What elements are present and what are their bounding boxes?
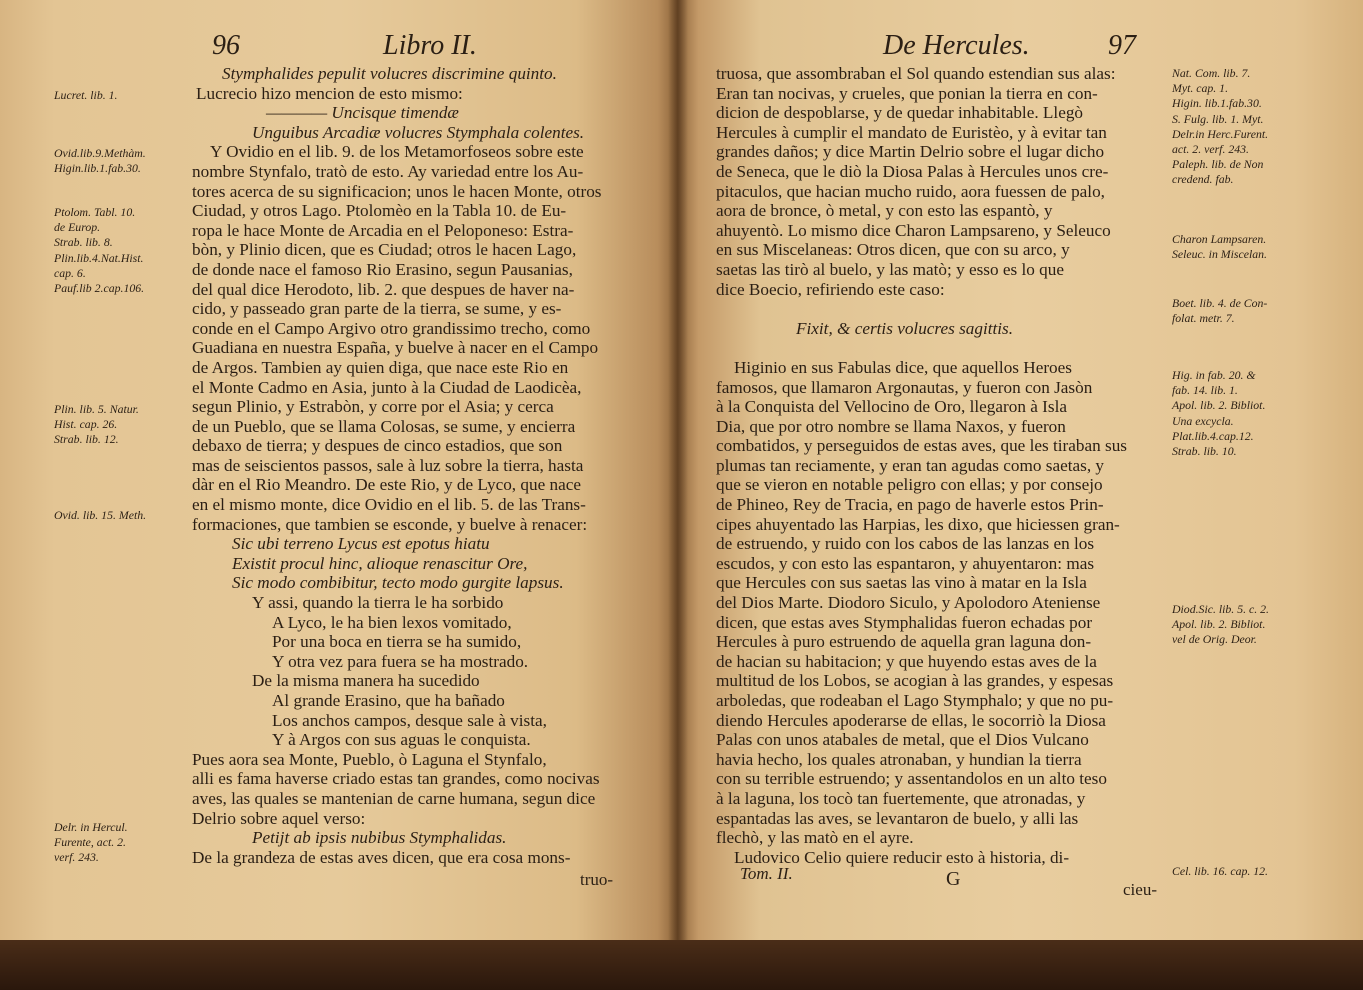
- text-line: dicen, que estas aves Stymphalidas fueron echadas por: [716, 612, 1093, 632]
- text-line: escudos, y con esto las espantaron, y ahuyentaron: mas: [716, 553, 1095, 573]
- text-line: de hacian su habitacion; y que huyendo estas aves de la: [716, 651, 1097, 671]
- margin-note-line: Diod.Sic. lib. 5. c. 2.: [1172, 602, 1269, 616]
- text-line: dicion de despoblarse, y de quedar inhabitable. Llegò: [716, 103, 1084, 123]
- margin-note-line: Higin. lib.1.fab.30.: [1172, 96, 1262, 111]
- margin-note: [54, 88, 117, 103]
- margin-note: [54, 205, 144, 296]
- margin-note-line: cap. 6.: [54, 265, 86, 280]
- margin-note-line: Ptolom. Tabl. 10.: [54, 205, 136, 219]
- margin-note-line: de Europ.: [54, 220, 101, 235]
- text-line: que se vieron en notable peligro con ellas; y por consejo: [716, 475, 1103, 495]
- margin-note-line: Ovid.lib.9.Methàm.: [54, 146, 146, 160]
- margin-note-line: Boet. lib. 4. de Con-: [1172, 296, 1268, 310]
- margin-note: [1172, 296, 1267, 326]
- text-line: de estruendo, y ruido con los cabos de las lanzas en los: [716, 534, 1095, 554]
- margin-note-line: Una excycla.: [1172, 413, 1234, 428]
- text-line: en sus Miscelaneas: Otros dicen, que con su arco, y: [716, 240, 1070, 260]
- margin-note-line: vel de Orig. Deor.: [1172, 632, 1257, 647]
- margin-note: [1172, 368, 1265, 459]
- text-line: diendo Hercules apoderarse de ellas, le socorriò la Diosa: [716, 710, 1106, 730]
- margin-note-line: Higin.lib.1.fab.30.: [54, 161, 141, 176]
- text-line: Stymphalides pepulit volucres discrimine quinto.: [222, 64, 557, 83]
- text-line: Fixit, & certis volucres sagittis.: [796, 318, 1014, 338]
- text-line: famosos, que llamaron Argonautas, y fueron con Jasòn: [716, 377, 1093, 397]
- text-line: aves, las quales se mantenian de carne humana, segun dice: [192, 788, 596, 808]
- text-line: multitud de los Lobos, se acogian à las grandes, y espesas: [716, 671, 1114, 691]
- text-line: grandes daños; y dice Martin Delrio sobre el lugar dicho: [716, 142, 1105, 162]
- text-line: conde en el Campo Argivo otro grandissimo trecho, como: [192, 318, 591, 338]
- margin-note-line: Apol. lib. 2. Bibliot.: [1172, 398, 1266, 413]
- catchword: truo-: [580, 870, 614, 889]
- text-line: dice Boecio, refiriendo este caso:: [716, 279, 945, 299]
- text-line: De la misma manera ha sucedido: [252, 671, 480, 691]
- running-head: De Hercules.: [883, 30, 1030, 61]
- margin-note: [1172, 602, 1269, 648]
- text-line: Hercules à cumplir el mandato de Euristèo, y à evitar tan: [716, 122, 1107, 142]
- right-page: [678, 0, 1363, 990]
- text-line: A Lyco, le ha bien lexos vomitado,: [272, 612, 512, 632]
- margin-note-line: Ovid. lib. 15. Meth.: [54, 508, 147, 522]
- right-text-column: [716, 64, 1166, 867]
- margin-note-line: Paleph. lib. de Non: [1172, 157, 1264, 172]
- text-line: flechò, y las matò en el ayre.: [716, 828, 914, 848]
- margin-note-line: S. Fulg. lib. 1. Myt.: [1172, 111, 1264, 126]
- margin-note: [1172, 864, 1268, 879]
- margin-note-line: verf. 243.: [54, 850, 99, 865]
- margin-note-line: Nat. Com. lib. 7.: [1172, 66, 1251, 80]
- margin-note-line: Apol. lib. 2. Bibliot.: [1172, 617, 1266, 632]
- text-line: Unguibus Arcadiæ volucres Stymphala colentes.: [252, 122, 585, 142]
- margin-note: [1172, 232, 1267, 262]
- text-line: à la laguna, los tocò tan fuertemente, que atronadas, y: [716, 788, 1086, 808]
- margin-note: [54, 146, 146, 176]
- margin-note-line: Furente, act. 2.: [54, 835, 126, 850]
- text-line: Y à Argos con sus aguas le conquista.: [272, 730, 531, 750]
- margin-note: [54, 820, 128, 866]
- text-line: Los anchos campos, desque sale à vista,: [272, 710, 547, 730]
- text-line: saetas las tirò al buelo, y las matò; y esso es lo que: [716, 259, 1064, 279]
- text-line: ahuyentò. Lo mismo dice Charon Lampsareno, y Seleuco: [716, 220, 1111, 240]
- text-line: Ludovico Celio quiere reducir esto à historia, di-: [734, 847, 1070, 867]
- text-line: ropa le hace Monte de Arcadia en el Peloponeso: Estra-: [192, 220, 574, 240]
- text-line: Higinio en sus Fabulas dice, que aquellos Heroes: [734, 357, 1072, 377]
- text-line: que Hercules con sus saetas las vino à matar en la Isla: [716, 573, 1087, 593]
- text-line: Delrio sobre aquel verso:: [192, 808, 366, 828]
- margin-note-line: folat. metr. 7.: [1172, 311, 1235, 326]
- text-line: en el mismo monte, dice Ovidio en el lib. 5. de las Trans-: [192, 495, 586, 515]
- text-line: Dia, que por otro nombre se llama Naxos, y fueron: [716, 416, 1066, 436]
- text-line: Y assi, quando la tierra le ha sorbido: [252, 593, 504, 613]
- signature-mark: G: [946, 868, 961, 890]
- text-line: de Phineo, Rey de Tracia, en pago de haverle estos Prin-: [716, 495, 1104, 515]
- page-number: 96: [212, 30, 240, 61]
- text-line: [716, 338, 1166, 358]
- text-line: segun Plinio, y Estrabòn, y corre por el Asia; y cerca: [192, 397, 554, 417]
- margin-note-line: credend. fab.: [1172, 172, 1234, 187]
- margin-note-line: fab. 14. lib. 1.: [1172, 383, 1238, 398]
- margin-note-line: Strab. lib. 12.: [54, 432, 119, 447]
- margin-note-line: Strab. lib. 8.: [54, 235, 113, 250]
- margin-note: [54, 508, 146, 523]
- text-line: Al grande Erasino, que ha bañado: [272, 691, 505, 710]
- left-page: [0, 0, 678, 990]
- text-line: pitaculos, que hacian mucho ruido, aora fuessen de palo,: [716, 181, 1105, 201]
- text-line: Eran tan nocivas, y crueles, que ponian la tierra en con-: [716, 83, 1098, 103]
- text-line: nombre Stynfalo, tratò de esto. Ay variedad entre los Au-: [192, 161, 584, 181]
- margin-note-line: Hig. in fab. 20. &: [1172, 368, 1256, 382]
- margin-note-line: Plin.lib.4.Nat.Hist.: [54, 250, 144, 265]
- margin-note-line: Pauf.lib 2.cap.106.: [54, 281, 145, 296]
- text-line: bòn, y Plinio dicen, que es Ciudad; otros le hacen Lago,: [192, 240, 577, 260]
- margin-note-line: Plin. lib. 5. Natur.: [54, 402, 139, 416]
- text-line: con su terrible estruendo; y assentandolos en un alto teso: [716, 769, 1107, 789]
- signature: Tom. II.: [740, 864, 793, 883]
- text-line: el Monte Cadmo en Asia, junto à la Ciudad de Laodicèa,: [192, 377, 582, 397]
- text-line: alli es fama haverse criado estas tan grandes, como nocivas: [192, 769, 600, 789]
- text-line: Petijt ab ipsis nubibus Stymphalidas.: [252, 828, 507, 848]
- text-line: del Dios Marte. Diodoro Siculo, y Apolodoro Ateniense: [716, 593, 1101, 613]
- text-line: [716, 299, 1166, 319]
- text-line: de un Pueblo, que se llama Colosas, se sume, y encierra: [192, 416, 576, 436]
- text-line: de donde nace el famoso Rio Erasino, segun Pausanias,: [192, 259, 573, 279]
- text-line: ———— Uncisque timendæ: [266, 103, 459, 123]
- text-line: Por una boca en tierra se ha sumido,: [272, 632, 522, 652]
- text-line: espantadas las aves, se levantaron de buelo, y alli las: [716, 808, 1079, 828]
- margin-note-line: Hist. cap. 26.: [54, 417, 118, 432]
- margin-note-line: Delr. in Hercul.: [54, 820, 128, 834]
- text-line: Y Ovidio en el lib. 9. de los Metamorfoseos sobre este: [210, 142, 584, 162]
- text-line: De la grandeza de estas aves dicen, que era cosa mons-: [192, 847, 571, 867]
- margin-note: [1172, 66, 1268, 188]
- text-line: mas de seiscientos passos, sale à luz sobre la tierra, hasta: [192, 455, 584, 475]
- margin-note-line: Myt. cap. 1.: [1172, 81, 1229, 96]
- left-text-column: [192, 64, 652, 867]
- text-line: arboledas, que rodeaban el Lago Stymphalo; y que no pu-: [716, 691, 1114, 710]
- text-line: à la Conquista del Vellocino de Oro, llegaron à Isla: [716, 397, 1067, 417]
- text-line: dàr en el Rio Meandro. De este Rio, y de Lyco, que nace: [192, 475, 581, 495]
- margin-note-line: Plat.lib.4.cap.12.: [1172, 428, 1254, 443]
- text-line: cido, y passeado gran parte de la tierra, se sume, y es-: [192, 299, 562, 319]
- margin-note-line: Lucret. lib. 1.: [54, 88, 118, 102]
- text-line: Lucrecio hizo mencion de esto mismo:: [196, 83, 463, 103]
- running-head: Libro II.: [383, 30, 477, 61]
- text-line: debaxo de tierra; y despues de cinco estadios, que son: [192, 436, 563, 456]
- text-line: Sic modo combibitur, tecto modo gurgite lapsus.: [232, 573, 564, 593]
- text-line: plumas tan reciamente, y eran tan agudas como saetas, y: [716, 455, 1105, 475]
- text-line: havia hecho, los quales atronaban, y hundian la tierra: [716, 749, 1082, 769]
- text-line: aora de bronce, ò metal, y con esto las espantò, y: [716, 201, 1053, 221]
- text-line: formaciones, que tambien se esconde, y buelve à renacer:: [192, 514, 588, 534]
- book-gutter: [668, 0, 688, 990]
- text-line: Sic ubi terreno Lycus est epotus hiatu: [232, 534, 490, 554]
- margin-note-line: Charon Lampsaren.: [1172, 232, 1267, 246]
- text-line: Palas con unos atabales de metal, que el Dios Vulcano: [716, 730, 1089, 750]
- margin-note-line: Delr.in Herc.Furent.: [1172, 126, 1269, 141]
- text-line: Y otra vez para fuera se ha mostrado.: [272, 651, 529, 671]
- text-line: Pues aora sea Monte, Pueblo, ò Laguna el Stynfalo,: [192, 749, 547, 769]
- text-line: de Seneca, que le diò la Diosa Palas à Hercules unos cre-: [716, 161, 1109, 181]
- text-line: combatidos, y perseguidos de estas aves, que les tiraban sus: [716, 436, 1127, 456]
- page-number: 97: [1108, 30, 1136, 61]
- margin-note-line: Strab. lib. 10.: [1172, 444, 1237, 459]
- catchword: cieu-: [1123, 880, 1157, 899]
- text-line: Ciudad, y otros Lago. Ptolomèo en la Tabla 10. de Eu-: [192, 201, 567, 221]
- margin-note-line: Cel. lib. 16. cap. 12.: [1172, 864, 1269, 878]
- margin-note: [54, 402, 139, 448]
- margin-note-line: act. 2. verf. 243.: [1172, 142, 1249, 157]
- text-line: Hercules à puro estruendo de aquella gran laguna don-: [716, 632, 1092, 652]
- text-line: truosa, que assombraban el Sol quando estendian sus alas:: [716, 64, 1116, 83]
- margin-note-line: Seleuc. in Miscelan.: [1172, 247, 1267, 262]
- text-line: de Argos. Tambien ay quien diga, que nace este Rio en: [192, 357, 569, 377]
- text-line: tores acerca de su significacion; unos le hacen Monte, otros: [192, 181, 602, 201]
- text-line: del qual dice Herodoto, lib. 2. que despues de haver na-: [192, 279, 575, 299]
- text-line: Existit procul hinc, alioque renascitur Ore,: [232, 553, 528, 573]
- page-edge-shadow: [0, 940, 1363, 990]
- text-line: cipes ahuyentado las Harpias, les dixo, que hiciessen gran-: [716, 514, 1120, 534]
- text-line: Guadiana en nuestra España, y buelve à nacer en el Campo: [192, 338, 599, 358]
